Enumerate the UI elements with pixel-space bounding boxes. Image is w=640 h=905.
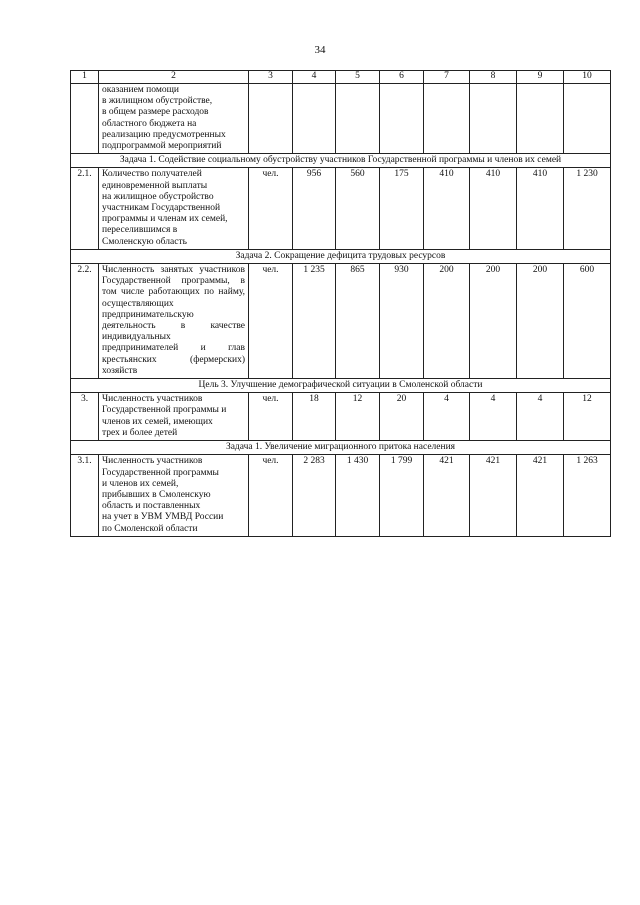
row-number: 2.2. [71, 264, 99, 379]
table-row [71, 393, 611, 441]
value-cell [293, 84, 336, 154]
value-cell: 4 [517, 393, 564, 441]
column-number-cell: 3 [249, 71, 293, 84]
value-cell: 1 230 [564, 168, 611, 249]
value-cell: 600 [564, 264, 611, 379]
table-row [71, 455, 611, 536]
column-number-cell: 9 [517, 71, 564, 84]
value-cell [564, 84, 611, 154]
value-cell [424, 84, 470, 154]
column-number-cell: 2 [99, 71, 249, 84]
value-cell: 930 [380, 264, 424, 379]
table-row [71, 168, 611, 249]
indicators-table [70, 70, 611, 537]
section-title: Задача 2. Сокращение дефицита трудовых ресурсов [71, 249, 611, 263]
value-cell: 956 [293, 168, 336, 249]
value-cell: 410 [424, 168, 470, 249]
value-cell: 12 [336, 393, 380, 441]
row-number: 3. [71, 393, 99, 441]
indicator-description: Численность занятых участников Государственной программы, в том числе работающих по найму, осуществляющих предпринимательскую деятельность в качестве индивидуальных предпринимателей и глав крестьянских (фермерских) хозяйств [99, 264, 249, 379]
value-cell: 560 [336, 168, 380, 249]
value-cell: 1 430 [336, 455, 380, 536]
value-cell: 1 799 [380, 455, 424, 536]
value-cell: 1 263 [564, 455, 611, 536]
value-cell: 1 235 [293, 264, 336, 379]
section-title: Задача 1. Увеличение миграционного притока населения [71, 441, 611, 455]
unit-cell: чел. [249, 393, 293, 441]
value-cell: 410 [517, 168, 564, 249]
table-header-row [71, 71, 611, 84]
column-number-cell: 8 [470, 71, 517, 84]
indicator-description: Численность участников Государственной программы и членов их семей, прибывших в Смоленскую область и поставленных на учет в УВМ УМВД России по Смоленской области [99, 455, 249, 536]
value-cell [517, 84, 564, 154]
value-cell: 410 [470, 168, 517, 249]
table-row [71, 84, 611, 154]
column-number-cell: 1 [71, 71, 99, 84]
value-cell: 12 [564, 393, 611, 441]
section-row [71, 441, 611, 455]
indicator-description: Количество получателей единовременной выплаты на жилищное обустройство участникам Государственной программы и членам их семей, переселившимся в Смоленскую область [99, 168, 249, 249]
column-number-cell: 6 [380, 71, 424, 84]
indicator-description: оказанием помощи в жилищном обустройстве, в общем размере расходов областного бюджета на реализацию предусмотренных подпрограммой мероприятий [99, 84, 249, 154]
unit-cell: чел. [249, 168, 293, 249]
value-cell: 421 [470, 455, 517, 536]
value-cell: 200 [470, 264, 517, 379]
unit-cell [249, 84, 293, 154]
value-cell: 18 [293, 393, 336, 441]
unit-cell: чел. [249, 264, 293, 379]
unit-cell: чел. [249, 455, 293, 536]
column-number-cell: 7 [424, 71, 470, 84]
value-cell: 421 [517, 455, 564, 536]
value-cell [470, 84, 517, 154]
value-cell: 865 [336, 264, 380, 379]
section-title: Цель 3. Улучшение демографической ситуации в Смоленской области [71, 379, 611, 393]
value-cell [380, 84, 424, 154]
value-cell: 421 [424, 455, 470, 536]
column-number-cell: 10 [564, 71, 611, 84]
table-row [71, 264, 611, 379]
row-number [71, 84, 99, 154]
row-number: 2.1. [71, 168, 99, 249]
section-row [71, 154, 611, 168]
column-number-cell: 4 [293, 71, 336, 84]
row-number: 3.1. [71, 455, 99, 536]
value-cell: 20 [380, 393, 424, 441]
indicator-description: Численность участников Государственной программы и членов их семей, имеющих трех и более детей [99, 393, 249, 441]
page-number: 34 [314, 44, 326, 56]
column-number-cell: 5 [336, 71, 380, 84]
value-cell: 4 [424, 393, 470, 441]
value-cell: 4 [470, 393, 517, 441]
value-cell: 200 [424, 264, 470, 379]
value-cell: 2 283 [293, 455, 336, 536]
value-cell: 175 [380, 168, 424, 249]
value-cell: 200 [517, 264, 564, 379]
section-title: Задача 1. Содействие социальному обустройству участников Государственной программы и членов их семей [71, 154, 611, 168]
section-row [71, 379, 611, 393]
value-cell [336, 84, 380, 154]
section-row [71, 249, 611, 263]
